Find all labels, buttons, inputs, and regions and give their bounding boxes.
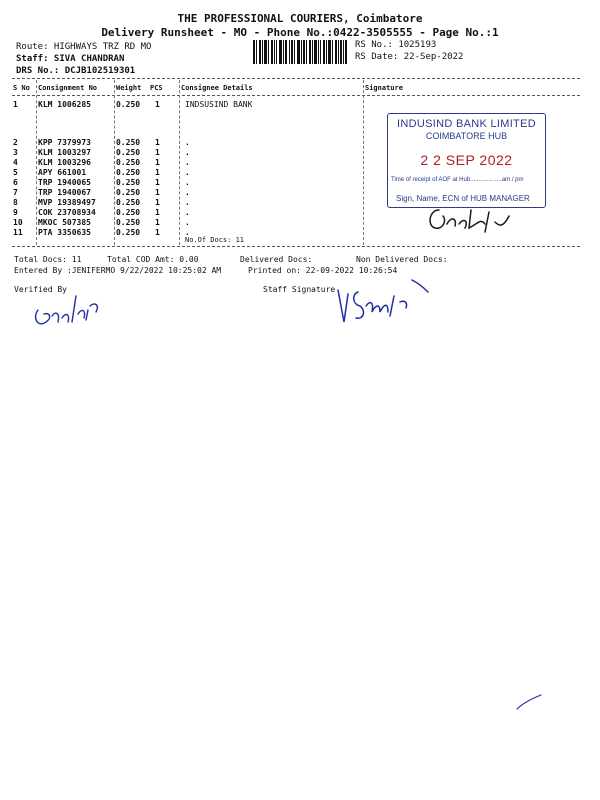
cell-consignee: . <box>185 178 190 187</box>
cell-weight: 0.250 <box>116 138 141 147</box>
cell-weight: 0.250 <box>116 158 141 167</box>
cell-sno: 11 <box>13 228 23 237</box>
cell-pcs: 1 <box>155 198 160 207</box>
cell-consignee: . <box>185 228 190 237</box>
col-sno-header: S No <box>13 84 30 92</box>
cell-weight: 0.250 <box>116 188 141 197</box>
cell-pcs: 1 <box>155 228 160 237</box>
cell-consignee: . <box>185 208 190 217</box>
cell-consignment: KLM 1006285 <box>38 100 91 109</box>
cell-weight: 0.250 <box>116 178 141 187</box>
barcode-image <box>253 40 347 64</box>
cell-consignment: MVP 19389497 <box>38 198 96 207</box>
cell-consignee: . <box>185 158 190 167</box>
cell-pcs: 1 <box>155 188 160 197</box>
cell-consignment: COK 23708934 <box>38 208 96 217</box>
cell-consignee: . <box>185 138 190 147</box>
cell-pcs: 1 <box>155 218 160 227</box>
cell-consignee: . <box>185 218 190 227</box>
cell-sno: 8 <box>13 198 18 207</box>
ink-mark <box>515 693 545 713</box>
col-consignee-header: Consignee Details <box>181 84 253 92</box>
cell-pcs: 1 <box>155 148 160 157</box>
divider-header <box>12 95 580 96</box>
cell-sno: 4 <box>13 158 18 167</box>
cell-pcs: 1 <box>155 168 160 177</box>
staff-signature <box>330 272 450 332</box>
divider-bottom <box>12 246 580 247</box>
cell-weight: 0.250 <box>116 198 141 207</box>
cell-pcs: 1 <box>155 178 160 187</box>
col-consignment-header: Consignment No <box>38 84 98 92</box>
divider-top <box>12 78 580 79</box>
rs-number: RS No.: 1025193 <box>355 40 437 50</box>
no-of-docs: No.Of Docs: 11 <box>185 236 245 244</box>
cell-consignee: . <box>185 168 190 177</box>
col-weight-header: Weight <box>116 84 142 92</box>
entered-by: Entered By :JENIFERMO 9/22/2022 10:25:02 AM <box>14 266 222 275</box>
stamp-date: 2 2 SEP 2022 <box>420 152 513 168</box>
col-pcs-header: PCS <box>150 84 163 92</box>
cell-weight: 0.250 <box>116 100 141 109</box>
stamp-signature <box>425 198 525 238</box>
rs-date: RS Date: 22-Sep-2022 <box>355 52 464 62</box>
cell-consignment: KPP 7379973 <box>38 138 91 147</box>
verified-by-label: Verified By <box>14 285 67 294</box>
staff-label: Staff: SIVA CHANDRAN <box>16 54 125 64</box>
cell-weight: 0.250 <box>116 218 141 227</box>
cell-consignee: . <box>185 198 190 207</box>
col-separator <box>114 80 115 245</box>
drs-number: DRS No.: DCJB102519301 <box>16 66 136 76</box>
cell-consignment: PTA 3350635 <box>38 228 91 237</box>
cell-consignment: TRP 1940065 <box>38 178 91 187</box>
cell-consignment: KLM 1003296 <box>38 158 91 167</box>
total-docs: Total Docs: 11 <box>14 255 82 264</box>
company-title: THE PROFESSIONAL COURIERS, Coimbatore <box>177 12 423 25</box>
cell-weight: 0.250 <box>116 168 141 177</box>
cell-sno: 9 <box>13 208 18 217</box>
cell-pcs: 1 <box>155 208 160 217</box>
cell-consignment: APY 661001 <box>38 168 87 177</box>
delivered-docs: Delivered Docs: <box>240 255 313 264</box>
cell-consignment: KLM 1003297 <box>38 148 91 157</box>
col-separator <box>363 80 364 245</box>
bank-stamp <box>387 113 546 208</box>
non-delivered-docs: Non Delivered Docs: <box>356 255 448 264</box>
total-cod: Total COD Amt: 0.00 <box>107 255 199 264</box>
col-separator <box>179 80 180 245</box>
printed-on: Printed on: 22-09-2022 10:26:54 <box>248 266 398 275</box>
cell-pcs: 1 <box>155 100 160 109</box>
cell-sno: 1 <box>13 100 18 109</box>
col-signature-header: Signature <box>365 84 403 92</box>
stamp-receipt-time: Time of receipt of AOF at Hub...................am / pm <box>391 177 524 183</box>
cell-consignment: MKOC 507385 <box>38 218 91 227</box>
cell-pcs: 1 <box>155 158 160 167</box>
cell-sno: 7 <box>13 188 18 197</box>
cell-weight: 0.250 <box>116 208 141 217</box>
cell-sno: 2 <box>13 138 18 147</box>
cell-weight: 0.250 <box>116 228 141 237</box>
runsheet-title: Delivery Runsheet - MO - Phone No.:0422-3505555 - Page No.:1 <box>101 26 499 39</box>
col-separator <box>36 80 37 245</box>
cell-consignment: TRP 1940067 <box>38 188 91 197</box>
cell-consignee: . <box>185 188 190 197</box>
cell-consignee: INDSUSIND BANK <box>185 100 253 109</box>
cell-sno: 6 <box>13 178 18 187</box>
cell-consignee: . <box>185 148 190 157</box>
cell-sno: 3 <box>13 148 18 157</box>
stamp-manager-line: Sign, Name, ECN of HUB MANAGER <box>396 194 530 203</box>
cell-sno: 10 <box>13 218 23 227</box>
cell-pcs: 1 <box>155 138 160 147</box>
cell-weight: 0.250 <box>116 148 141 157</box>
stamp-hub: COIMBATORE HUB <box>425 131 508 141</box>
staff-signature-label: Staff Signature <box>263 285 336 294</box>
verifier-signature <box>30 284 120 334</box>
route-label: Route: HIGHWAYS TRZ RD MO <box>16 42 152 52</box>
cell-sno: 5 <box>13 168 18 177</box>
stamp-bank-name: INDUSIND BANK LIMITED <box>397 118 536 130</box>
